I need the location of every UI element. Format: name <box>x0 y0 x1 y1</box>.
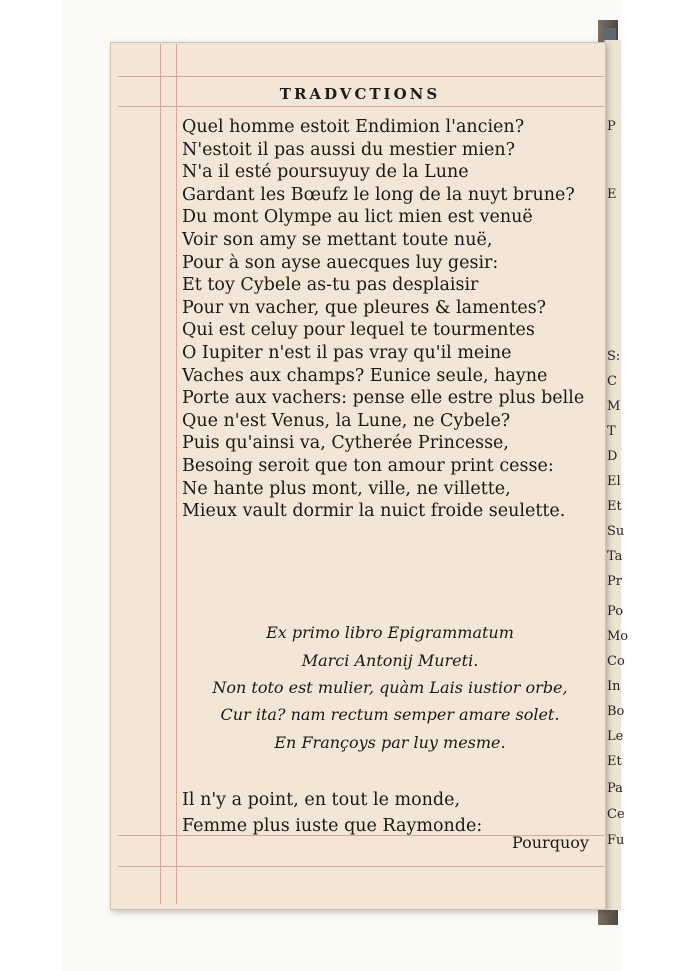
latin-line-1: Non toto est mulier, quàm Lais iustior orbe, <box>212 678 568 697</box>
poem-line: Pour à son ayse auecques luy gesir: <box>182 252 499 273</box>
facing-letter: Mo <box>607 629 629 644</box>
poem-line: Gardant les Bœufz le long de la nuyt brune? <box>182 184 575 205</box>
facing-letter: Ta <box>607 549 623 564</box>
closing-line: Il n'y a point, en tout le monde, <box>182 790 461 810</box>
poem-line: Et toy Cybele as-tu pas desplaisir <box>182 275 479 296</box>
poem-line: Vaches aux champs? Eunice seule, hayne <box>182 365 548 386</box>
facing-letter: Fu <box>607 833 625 848</box>
facing-letter: P <box>607 119 616 134</box>
catchword: Pourquoy <box>512 833 589 852</box>
epigram-heading-2: Marci Antonij Mureti. <box>301 651 479 670</box>
facing-letter: Ce <box>607 807 625 822</box>
closing-verse <box>182 787 482 839</box>
facing-letter: Et <box>607 754 622 769</box>
poem-line: Mieux vault dormir la nuict froide seulette. <box>182 501 566 522</box>
facing-letter: Co <box>607 654 625 669</box>
closing-line: Femme plus iuste que Raymonde: <box>182 816 483 836</box>
facing-letter: T <box>607 424 616 439</box>
facing-letter: M <box>607 399 621 414</box>
ruled-line-inner <box>176 44 177 904</box>
facing-letter: Le <box>607 729 624 744</box>
poem-line: Porte aux vachers: pense elle estre plus belle <box>182 388 585 409</box>
french-note: En Françoys par luy mesme. <box>274 733 506 752</box>
poem-line: Voir son amy se mettant toute nuë, <box>182 229 493 250</box>
poem-line: Besoing seroit que ton amour print cesse: <box>182 455 554 476</box>
facing-letter: In <box>607 679 621 694</box>
poem-line: N'estoit il pas aussi du mestier mien? <box>182 139 516 160</box>
facing-letter: Bo <box>607 704 625 719</box>
poem-text <box>182 116 584 523</box>
poem-line: Que n'est Venus, la Lune, ne Cybele? <box>182 410 511 431</box>
ruled-line-left <box>160 44 161 904</box>
epigram-heading-1: Ex primo libro Epigrammatum <box>266 623 514 642</box>
facing-letter: Pr <box>607 574 622 589</box>
facing-page-edge <box>604 40 629 910</box>
facing-letter: C <box>607 374 617 389</box>
ruled-line-foot <box>118 866 604 867</box>
facing-letter: E <box>607 187 617 202</box>
poem-line: N'a il esté poursuyuy de la Lune <box>182 162 469 183</box>
ruled-line-top <box>118 76 604 77</box>
facing-letter: Su <box>607 524 625 539</box>
poem-line: Pour vn vacher, que pleures & lamentes? <box>182 297 547 318</box>
poem-line: Quel homme estoit Endimion l'ancien? <box>182 117 525 137</box>
ruled-line-head <box>118 106 604 107</box>
facing-letter: D <box>607 449 618 464</box>
poem-line: Du mont Olympe au lict mien est venuë <box>182 207 533 228</box>
poem-line: Qui est celuy pour lequel te tourmentes <box>182 320 535 341</box>
running-head: TRADVCTIONS <box>279 85 441 103</box>
facing-letter: S: <box>607 349 621 364</box>
poem-line: Ne hante plus mont, ville, ne villette, <box>182 478 511 499</box>
facing-letter: Po <box>607 604 624 619</box>
facing-letter: Pa <box>607 781 623 796</box>
poem-line: O Iupiter n'est il pas vray qu'il meine <box>182 342 512 363</box>
facing-letter: El <box>607 474 621 489</box>
facing-letter: Et <box>607 499 622 514</box>
latin-line-2: Cur ita? nam rectum semper amare solet. <box>220 705 560 724</box>
poem-line: Puis qu'ainsi va, Cytherée Princesse, <box>182 433 509 454</box>
